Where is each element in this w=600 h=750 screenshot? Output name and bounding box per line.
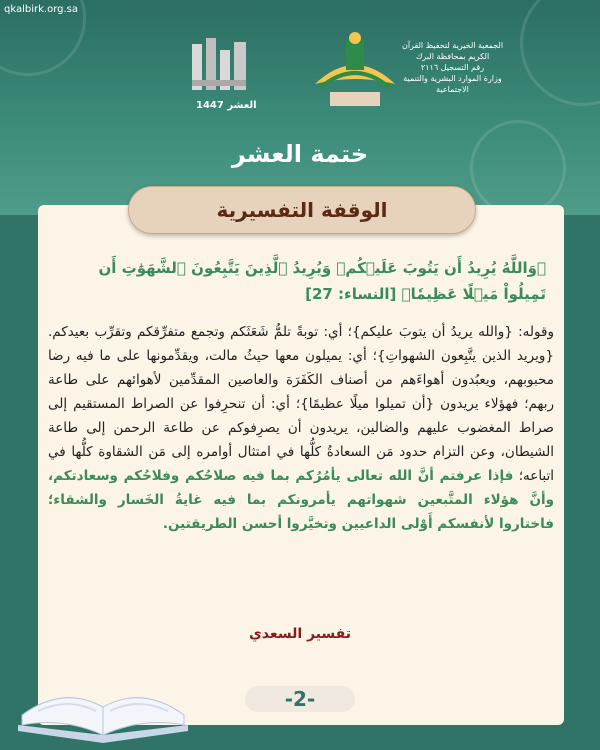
section-title: الوقفة التفسيرية bbox=[216, 198, 388, 222]
logo-subtitle: العشر 1447 bbox=[196, 100, 257, 111]
page-title: ختمة العشر bbox=[231, 140, 369, 168]
page-number: -2- bbox=[284, 687, 316, 711]
decorative-ring bbox=[470, 120, 566, 216]
org-registration: رقم التسجيل ٢١١٦ bbox=[420, 63, 485, 72]
org-ministry: وزارة الموارد البشرية والتنمية الاجتماعية bbox=[403, 74, 502, 94]
organization-name bbox=[395, 40, 510, 95]
site-watermark: qkalbirk.org.sa bbox=[4, 4, 78, 15]
source-attribution: تفسير السعدي bbox=[249, 626, 351, 642]
section-banner bbox=[128, 186, 476, 234]
tafsir-part1: وقوله: {والله يريدُ أن يتوبَ عليكم}؛ أي: توبةً تلمُّ شَعَثَكم وتجمع متفرِّقكم وتقرِّب بعيدكم. {ويريد الذين يتَّبِعون الشهواتِ}؛ أي: يميلون معها حيثُ مالت، ويقدِّمونها على ما فيه رضا محبوبهم، ويعبُدون أهواءَهم من أصناف الكَفَرَة والعاصين المقدِّمين لأهوائهم على طاعة ربهم؛ فهؤلاء يريدون {أن تميلوا ميلًا عظيمًا}؛ أي: أن تنحرِفوا عن الصراط المستقيم إلى صراط المغضوب عليهم والضالين، يريدون أن يصرِفوكم عن طاعة الرحمن إلى طاعة الشيطان، وعن التزام حدود مَن السعادةُ كلُّها في امتثال أوامره إلى مَن الشقاوة كلُّها في اتباعه؛ bbox=[48, 324, 555, 484]
tafsir-highlight: فإذا عرفتم أنَّ الله تعالى يأمُرُكم بما فيه صلاحُكم وفلاحُكم وسعادتكم، وأنَّ هؤلاء المتَّبعين شهواتهم يأمرونكم بما فيه غايةُ الخَسار والشقاء؛ فاختاروا لأنفسكم أَوْلى الداعيين وتخيَّروا أحسن الطريقتين. bbox=[48, 468, 554, 532]
quran-verse: ﴿وَاللَّهُ يُرِيدُ أَن يَتُوبَ عَلَيۡكُمۡ وَيُرِيدُ ٱلَّذِينَ يَتَّبِعُونَ ٱلشَّهَوَٰتِ أَن تَمِيلُواْ مَيۡلًا عَظِيمٗا﴾ [النساء: 27] bbox=[98, 259, 546, 303]
open-quran-book-icon bbox=[8, 655, 198, 745]
tafsir-text bbox=[48, 320, 554, 536]
khatmah-logo-icon bbox=[188, 36, 252, 96]
quran-association-logo-icon bbox=[300, 26, 410, 112]
page-number-badge bbox=[245, 686, 355, 712]
org-name: الجمعية الخيرية لتحفيظ القرآن الكريم بمحافظة البرك bbox=[401, 41, 504, 61]
